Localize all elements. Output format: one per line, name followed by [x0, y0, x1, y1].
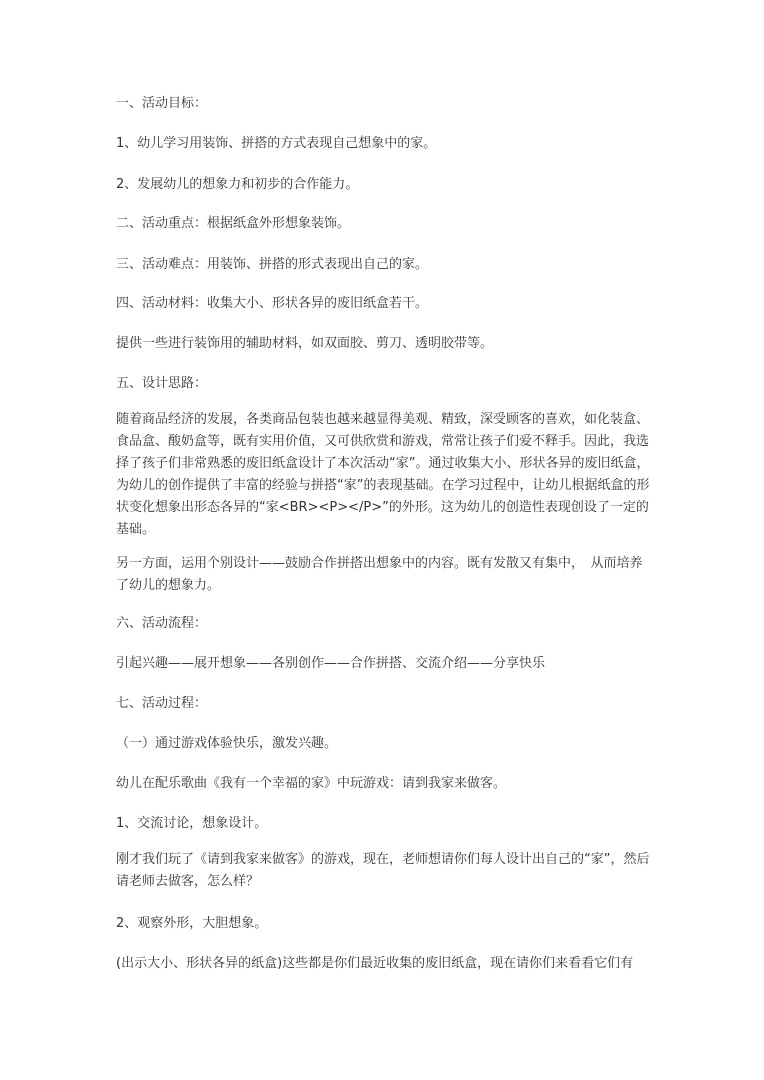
- discussion-paragraph: 刚才我们玩了《请到我家来做客》的游戏，现在，老师想请你们每人设计出自己的“家”，然后请老师去做客，怎么样？: [116, 852, 650, 889]
- design-paragraph-2: 另一方面，运用个别设计——鼓励合作拼搭出想象中的内容。既有发散又有集中， 从而培养了幼儿的想象力。: [116, 556, 643, 593]
- section-heading-focus: 二、活动重点：根据纸盒外形想象装饰。: [116, 216, 351, 231]
- section-heading-design: 五、设计思路：: [116, 376, 208, 391]
- subsection-observe: 2、观察外形，大胆想象。: [116, 916, 268, 931]
- subsection-discussion: 1、交流讨论，想象设计。: [116, 816, 268, 831]
- section-heading-process: 七、活动过程：: [116, 696, 208, 711]
- flow-paragraph: 引起兴趣——展开想象——各别创作——合作拼搭、交流介绍——分享快乐: [116, 656, 546, 671]
- process-step-1-paragraph: 幼儿在配乐歌曲《我有一个幸福的家》中玩游戏：请到我家来做客。: [116, 776, 507, 791]
- section-heading-difficulty: 三、活动难点：用装饰、拼搭的形式表现出自己的家。: [116, 257, 429, 272]
- section-heading-goals: 一、活动目标：: [116, 96, 208, 111]
- goal-item-2: 2、发展幼儿的想象力和初步的合作能力。: [116, 177, 359, 192]
- design-paragraph-1: 随着商品经济的发展，各类商品包装也越来越显得美观、精致，深受顾客的喜欢，如化装盒、食品盒、酸奶盒等，既有实用价值，又可供欣赏和游戏，常常让孩子们爱不释手。因此，我选择了孩子们非常熟悉的废旧纸盒设计了本次活动“家”。通过收集大小、形状各异的废旧纸盒，为幼儿的创作提供了丰富的经验与拼搭“家”的表现基础。在学习过程中，让幼儿根据纸盒的形状变化想象出形态各异的“家<BR><P></P>”的外形。这为幼儿的创造性表现创设了一定的基础。: [116, 412, 650, 537]
- materials-paragraph: 提供一些进行装饰用的辅助材料，如双面胶、剪刀、透明胶带等。: [116, 336, 494, 351]
- goal-item-1: 1、幼儿学习用装饰、拼搭的方式表现自己想象中的家。: [116, 136, 437, 151]
- process-step-1-heading: （一）通过游戏体验快乐，激发兴趣。: [116, 736, 338, 751]
- section-heading-materials: 四、活动材料：收集大小、形状各异的废旧纸盒若干。: [116, 296, 429, 311]
- section-heading-flow: 六、活动流程：: [116, 616, 208, 631]
- observe-paragraph: (出示大小、形状各异的纸盒)这些都是你们最近收集的废旧纸盒，现在请你们来看看它们有: [116, 956, 634, 971]
